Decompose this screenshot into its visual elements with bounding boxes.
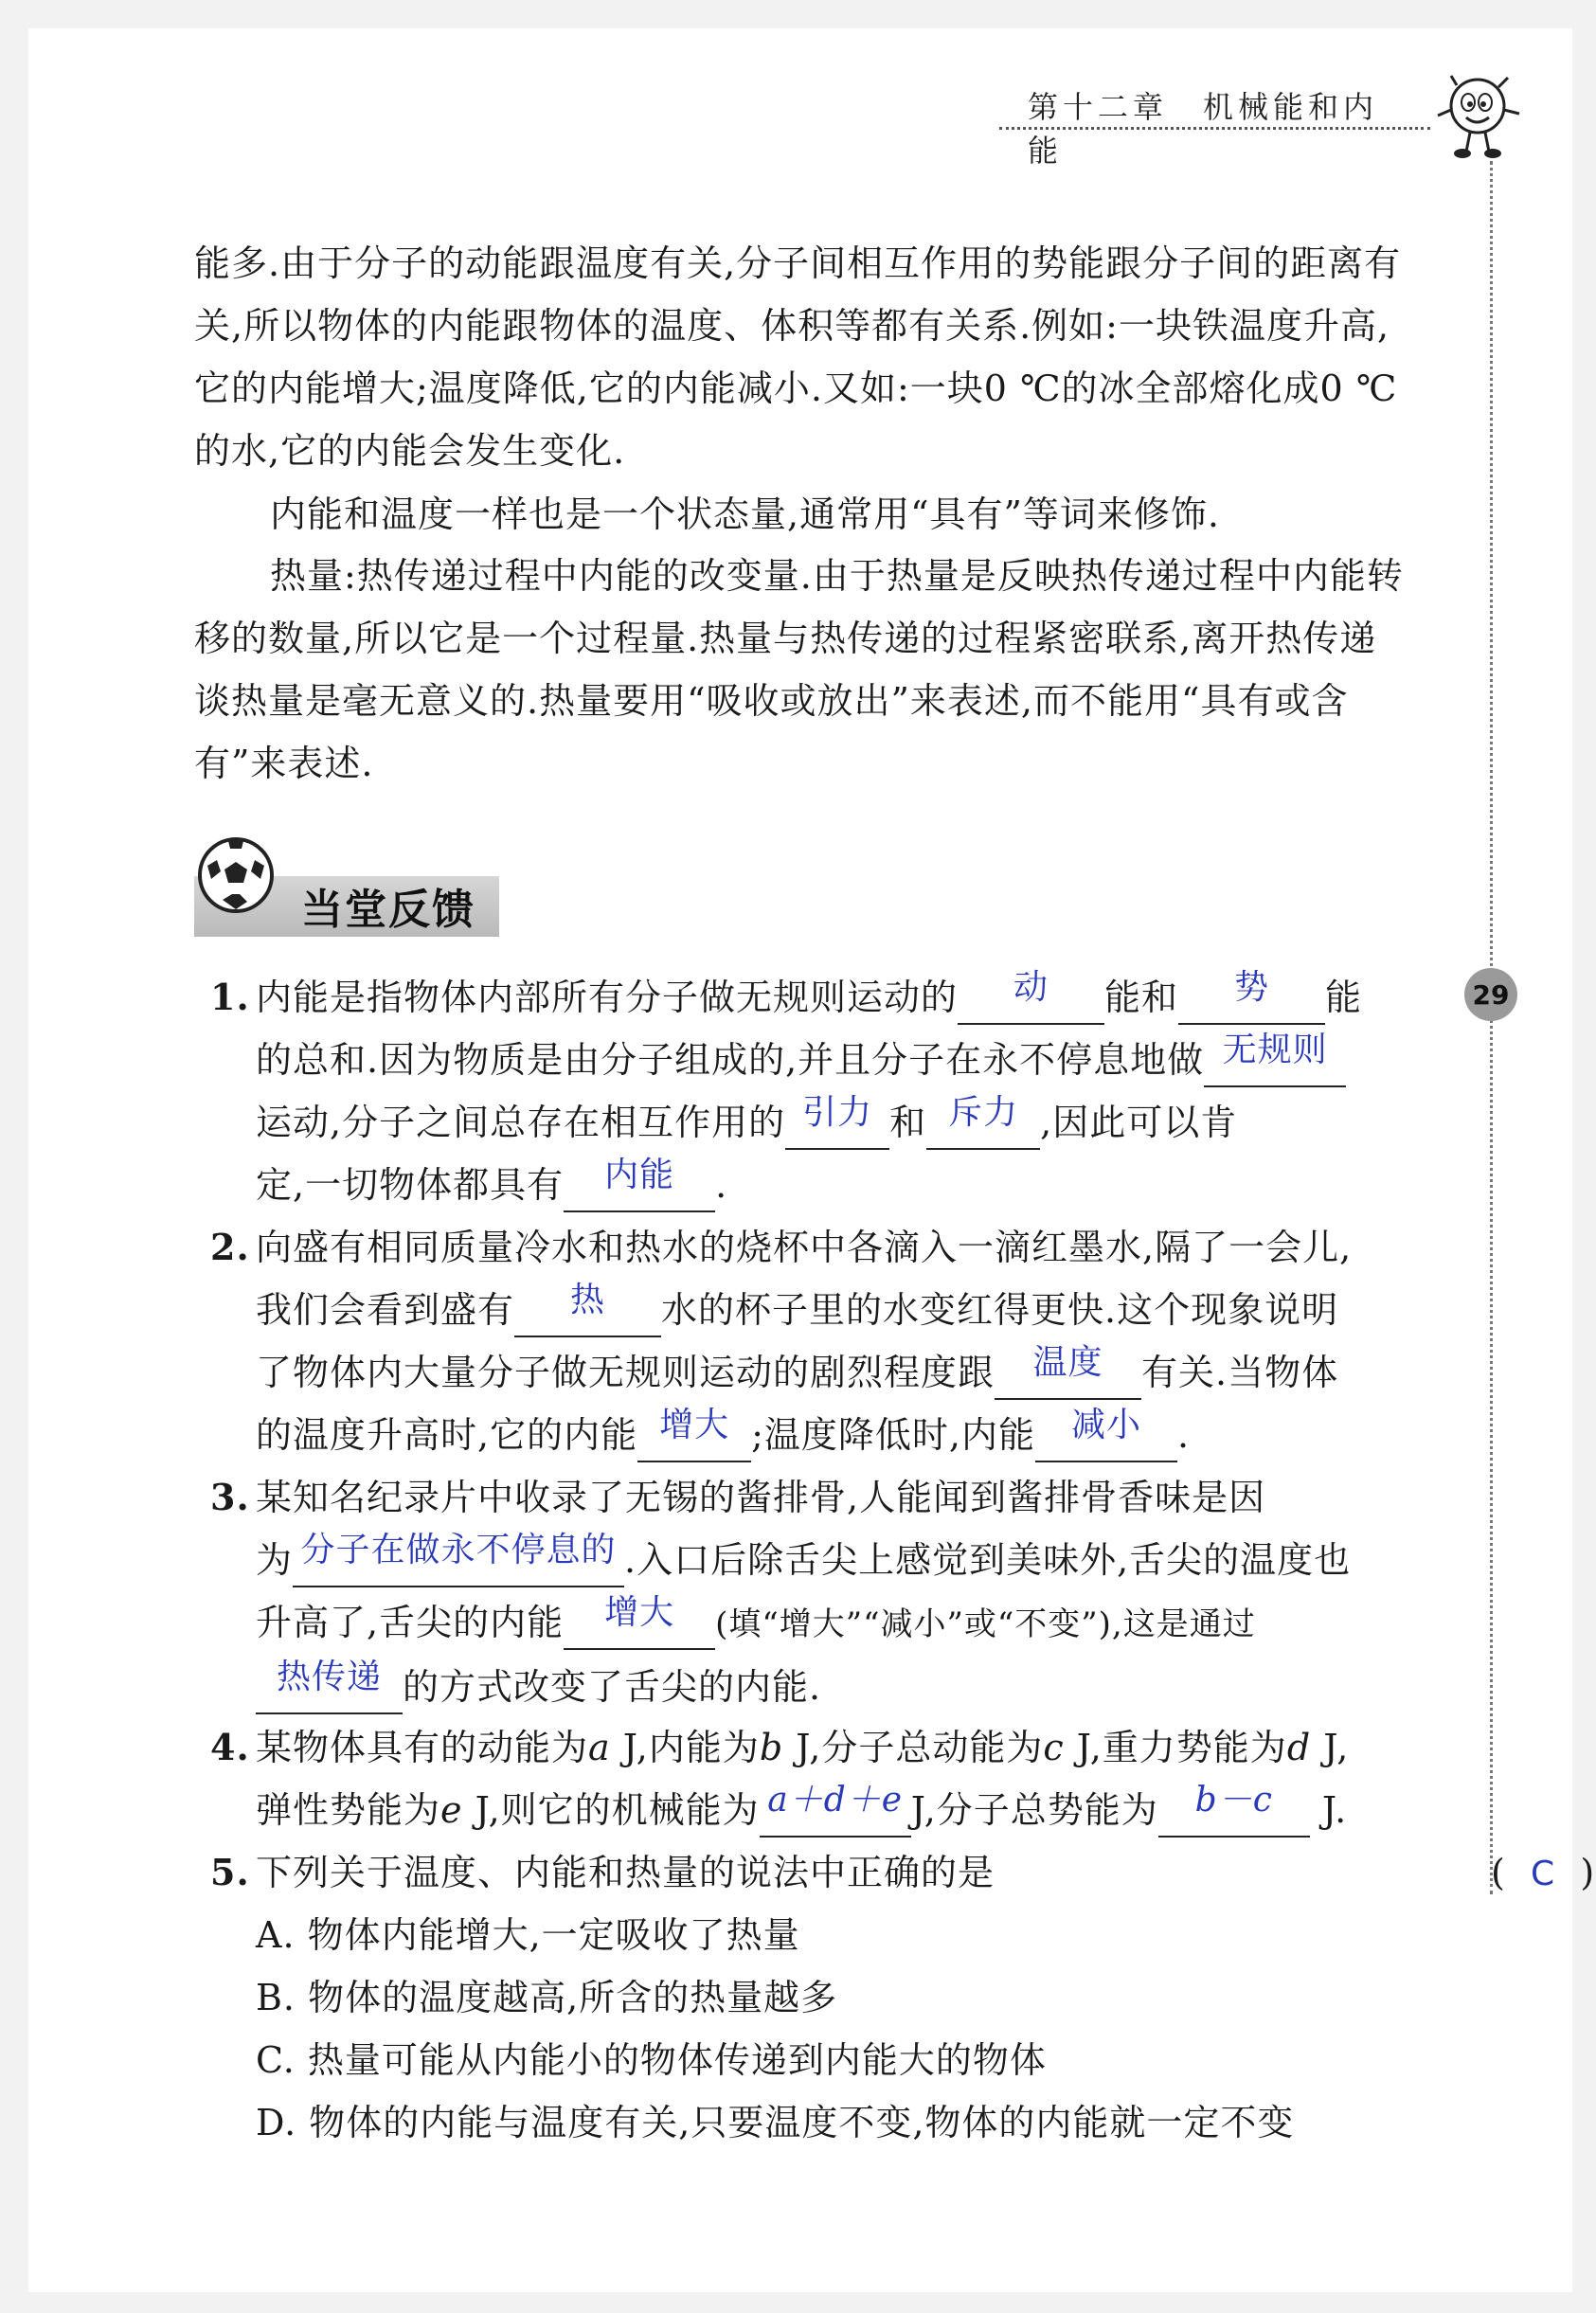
handwritten-answer: 减小	[1070, 1406, 1141, 1444]
question-text: .	[1176, 1414, 1191, 1456]
question-text: J,内能为	[610, 1727, 760, 1768]
answer-blank	[514, 1281, 661, 1337]
question-number: 2.	[210, 1226, 250, 1268]
question-text: 能和	[1104, 977, 1179, 1018]
header-divider	[999, 127, 1430, 130]
answer-blank	[637, 1406, 751, 1462]
question-text: ,因此可以肯	[1040, 1102, 1238, 1143]
question-text: .	[715, 1164, 728, 1206]
question-text: J,分子总势能为	[910, 1789, 1158, 1831]
question-text: 了物体内大量分子做无规则运动的剧烈程度跟	[256, 1352, 995, 1393]
question-number: 4.	[210, 1726, 250, 1768]
question-text: 和	[889, 1102, 927, 1143]
handwritten-answer: a＋d＋e	[767, 1781, 904, 1820]
option-d: D. 物体的内能与温度有关,只要温度不变,物体的内能就一定不变	[256, 2102, 1295, 2143]
question-text: 水的杯子里的水变红得更快.这个现象说明	[661, 1289, 1339, 1331]
answer-blank	[1158, 1781, 1310, 1838]
handwritten-answer: 温度	[1032, 1343, 1103, 1382]
question-text: 内能是指物体内部所有分子做无规则运动的	[256, 977, 959, 1018]
option-b: B. 物体的温度越高,所含的热量越多	[256, 1977, 838, 2018]
question-text: 的方式改变了舌尖的内能.	[403, 1666, 822, 1708]
answer-blank	[256, 1658, 403, 1714]
question-text: 定,一切物体都具有	[256, 1164, 565, 1206]
option-a: A. 物体内能增大,一定吸收了热量	[256, 1914, 800, 1956]
handwritten-answer: 动	[1013, 968, 1049, 1007]
handwritten-answer: 分子在做永不停息的	[300, 1531, 617, 1569]
variable: b	[759, 1727, 784, 1768]
answer-blank	[958, 968, 1104, 1025]
question-number: 5.	[210, 1851, 250, 1893]
question-text: 的温度升高时,它的内能	[256, 1414, 638, 1456]
section-title: 当堂反馈	[301, 886, 475, 934]
handwritten-answer: 引力	[802, 1093, 873, 1132]
handwritten-answer: 无规则	[1222, 1031, 1328, 1069]
question-text: 向盛有相同质量冷水和热水的烧杯中各滴入一滴红墨水,隔了一会儿,	[256, 1227, 1353, 1268]
question-text: (填“增大”“减小”或“不变”),这是通过	[715, 1605, 1256, 1643]
variable: a	[588, 1727, 611, 1768]
question-text: J,	[1311, 1727, 1350, 1768]
question-text: .入口后除舌尖上感觉到美味外,舌尖的温度也	[624, 1539, 1352, 1581]
handwritten-answer: 增大	[604, 1593, 675, 1632]
question-text: ;温度降低时,内能	[751, 1414, 1035, 1456]
answer-blank	[564, 1156, 715, 1212]
answer-blank	[1178, 968, 1325, 1025]
handwritten-answer: C	[1531, 1855, 1556, 1893]
variable: e	[440, 1789, 463, 1831]
handwritten-answer: 热传递	[276, 1658, 382, 1696]
question-text: J.	[1309, 1789, 1348, 1831]
paren-close: )	[1580, 1852, 1596, 1893]
question-1	[210, 966, 1423, 1216]
question-2	[210, 1216, 1423, 1466]
soccer-ball-icon	[194, 834, 278, 917]
mascot-icon	[1432, 68, 1527, 163]
answer-blank	[995, 1343, 1141, 1400]
question-text: 能	[1325, 977, 1363, 1018]
option-c: C. 热量可能从内能小的物体传递到内能大的物体	[256, 2039, 1047, 2081]
handwritten-answer: 内能	[604, 1156, 675, 1194]
question-text: 运动,分子之间总存在相互作用的	[256, 1102, 786, 1143]
question-text: 我们会看到盛有	[256, 1289, 515, 1331]
handwritten-answer: 增大	[659, 1406, 730, 1444]
question-text: 下列关于温度、内能和热量的说法中正确的是	[256, 1852, 995, 1893]
handwritten-answer: b－c	[1194, 1781, 1273, 1820]
question-text: 为	[256, 1539, 294, 1581]
answer-parentheses	[1491, 1841, 1595, 1906]
question-text: 有关.当物体	[1141, 1352, 1339, 1393]
handwritten-answer: 势	[1234, 968, 1270, 1007]
question-text: J,则它的机械能为	[462, 1789, 760, 1831]
question-5	[210, 1841, 1596, 2154]
answer-blank	[293, 1531, 624, 1587]
question-text: J,重力势能为	[1064, 1727, 1287, 1768]
side-dotted-rule	[1490, 161, 1493, 1894]
question-number: 3.	[210, 1476, 250, 1518]
variable: c	[1043, 1727, 1065, 1768]
variable: d	[1286, 1727, 1312, 1768]
question-text: 某知名纪录片中收录了无锡的酱排骨,人能闻到酱排骨香味是因	[256, 1477, 1266, 1518]
paragraph-internal-energy: 能多.由于分子的动能跟温度有关,分子间相互作用的势能跟分子间的距离有关,所以物体的内能跟物体的温度、体积等都有关系.例如:一块铁温度升高,它的内能增大;温度降低,它的内能减小.又如:一块0 ℃的冰全部熔化成0 ℃的水,它的内能会发生变化.	[194, 242, 1402, 472]
answer-blank	[1035, 1406, 1177, 1462]
handwritten-answer: 斥力	[948, 1093, 1019, 1132]
question-text: J,分子总动能为	[783, 1727, 1044, 1768]
question-4	[210, 1716, 1423, 1841]
answer-blank	[760, 1781, 911, 1838]
chapter-title: 第十二章 机械能和内能	[1028, 89, 1379, 169]
page-number: 29	[1464, 968, 1517, 1021]
answer-blank	[1204, 1031, 1346, 1087]
question-3	[210, 1466, 1423, 1718]
answer-blank	[785, 1093, 889, 1150]
handwritten-answer: 热	[570, 1281, 606, 1319]
question-number: 1.	[210, 976, 250, 1018]
paragraph-state-quantity: 内能和温度一样也是一个状态量,通常用“具有”等词来修饰.	[270, 493, 1221, 535]
paren-open: (	[1491, 1852, 1506, 1893]
paragraph-heat: 热量:热传递过程中内能的改变量.由于热量是反映热传递过程中内能转移的数量,所以它是一个过程量.热量与热传递的过程紧密联系,离开热传递谈热量是毫无意义的.热量要用“吸收或放出”来表述,而不能用“具有或含有”来表述.	[194, 555, 1404, 784]
question-text: 弹性势能为	[256, 1789, 441, 1831]
question-text: 的总和.因为物质是由分子组成的,并且分子在永不停息地做	[256, 1039, 1205, 1081]
answer-blank	[564, 1593, 715, 1650]
question-text: 某物体具有的动能为	[256, 1727, 589, 1768]
answer-blank	[926, 1093, 1040, 1150]
question-text: 升高了,舌尖的内能	[256, 1602, 565, 1643]
